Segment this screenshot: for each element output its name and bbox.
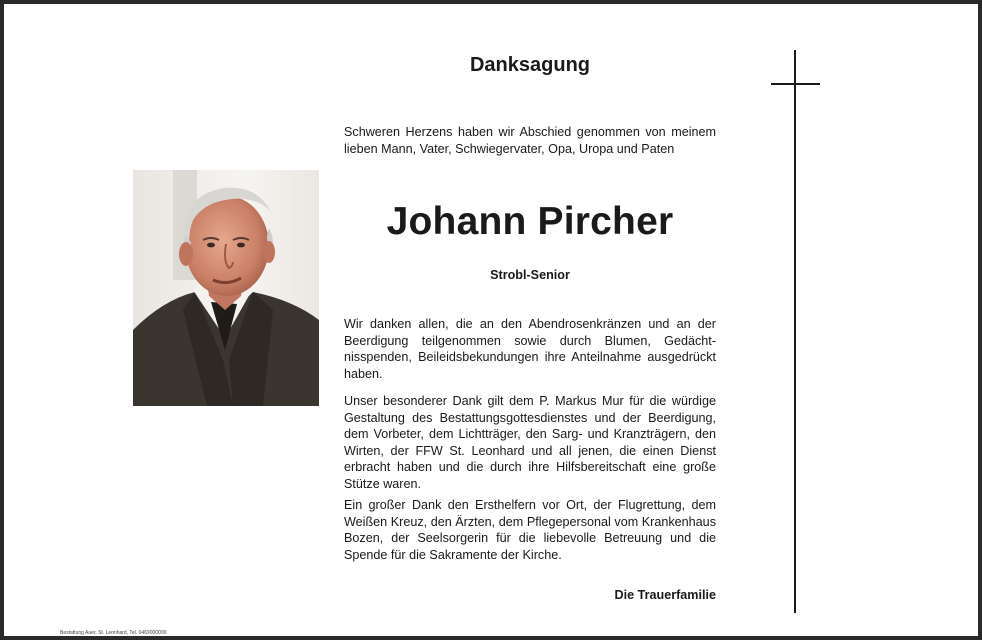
cross-icon [794, 50, 796, 613]
notice-heading: Danksagung [469, 54, 591, 76]
thanks-paragraph-3: Ein großer Dank den Ersthelfern vor Ort, der Flugrettung, dem Weißen Kreuz, den Ärzten, dem Pflegepersonal vom Krankenhaus Bozen, der Seelsorgerin für die liebevolle Betreuung und die Spende für die Sakramente der Kirche. [344, 498, 716, 562]
cross-icon-bar [771, 83, 820, 85]
portrait-photo [133, 170, 319, 406]
intro-text: Schweren Herzens haben wir Abschied genommen von meinem lieben Mann, Vater, Schwiegervater, Opa, Uropa und Paten [344, 125, 716, 156]
thanks-paragraph-2: Unser besonderer Dank gilt dem P. Markus Mur für die würdige Gestaltung des Bestattungsgottesdienstes und der Beerdigung, dem Vorbeter, dem Lichtträger, den Sarg- und Kranzträgern, den Wirten, der FFW St. Leonhard und all jenen, die einen Dienst erbracht haben und die durch ihre Hilfsbereitschaft eine große Stütze waren. [344, 394, 716, 491]
deceased-name: Johann Pircher [386, 200, 674, 243]
thanks-paragraph-1: Wir danken allen, die an den Abendrosenkränzen und an der Beerdigung teilgenommen sowie durch Blumen, Gedächtnisspenden, Beileidsbekundungen ihre Anteilnahme ausgedrückt haben. [344, 317, 716, 381]
funeral-home-footer: Bestattung Auer, St. Leonhard, Tel. 0469000000 [60, 630, 167, 636]
signoff-family: Die Trauerfamilie [614, 588, 716, 602]
deceased-subtitle: Strobl-Senior [490, 268, 570, 282]
